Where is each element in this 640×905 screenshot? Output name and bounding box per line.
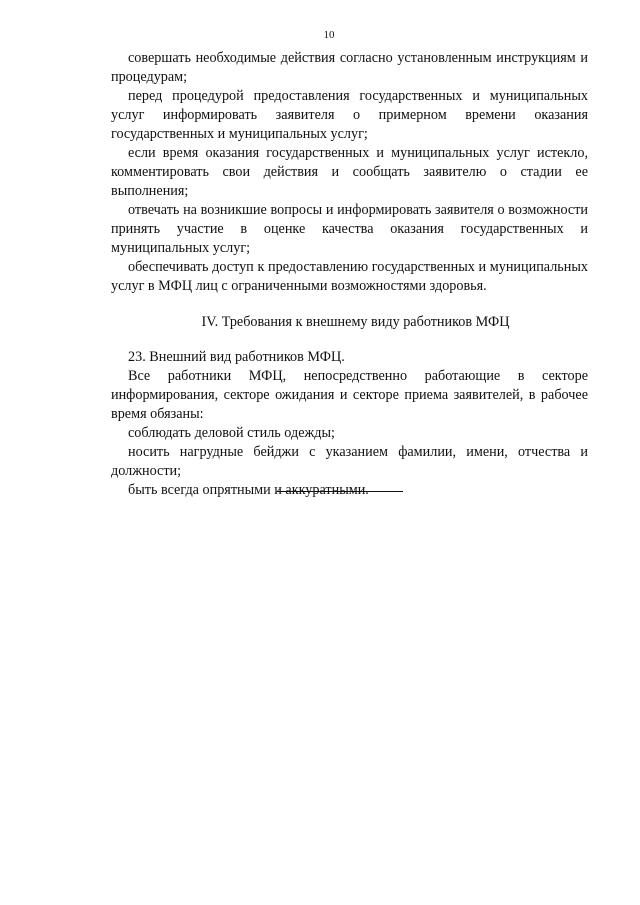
spacer [111, 332, 588, 348]
paragraph-neat: быть всегда опрятными и аккуратными. [128, 482, 369, 498]
paragraph-badges: носить нагрудные бейджи с указанием фамилии, имени, отчества и должности; [111, 444, 588, 479]
body-text [111, 49, 588, 500]
paragraph-dress-code: соблюдать деловой стиль одежды; [128, 425, 335, 441]
paragraph-answer-questions: отвечать на возникшие вопросы и информировать заявителя о возможности принять участие в оценке качества оказания государственных и муниципальных услуг; [111, 202, 588, 256]
paragraph-time-expired: если время оказания государственных и муниципальных услуг истекло, комментировать свои действия и сообщать заявителю о стадии ее выполнения; [111, 145, 588, 199]
page-number: 10 [323, 29, 335, 41]
paragraph-all-staff: Все работники МФЦ, непосредственно работающие в секторе информирования, секторе ожидания и секторе приема заявителей, в рабочее время обязаны: [111, 368, 588, 422]
paragraph-inform-time: перед процедурой предоставления государственных и муниципальных услуг информировать заявителя о примерном времени оказания государственных и муниципальных услуг; [111, 88, 588, 142]
paragraph-accessibility: обеспечивать доступ к предоставлению государственных и муниципальных услуг в МФЦ лиц с ограниченными возможностями здоровья. [111, 259, 588, 294]
end-of-text-rule [277, 491, 403, 492]
section-heading: IV. Требования к внешнему виду работников МФЦ [201, 314, 510, 330]
paragraph-clause-23: 23. Внешний вид работников МФЦ. [128, 349, 345, 365]
paragraph-instructions: совершать необходимые действия согласно установленным инструкциям и процедурам; [111, 50, 588, 85]
